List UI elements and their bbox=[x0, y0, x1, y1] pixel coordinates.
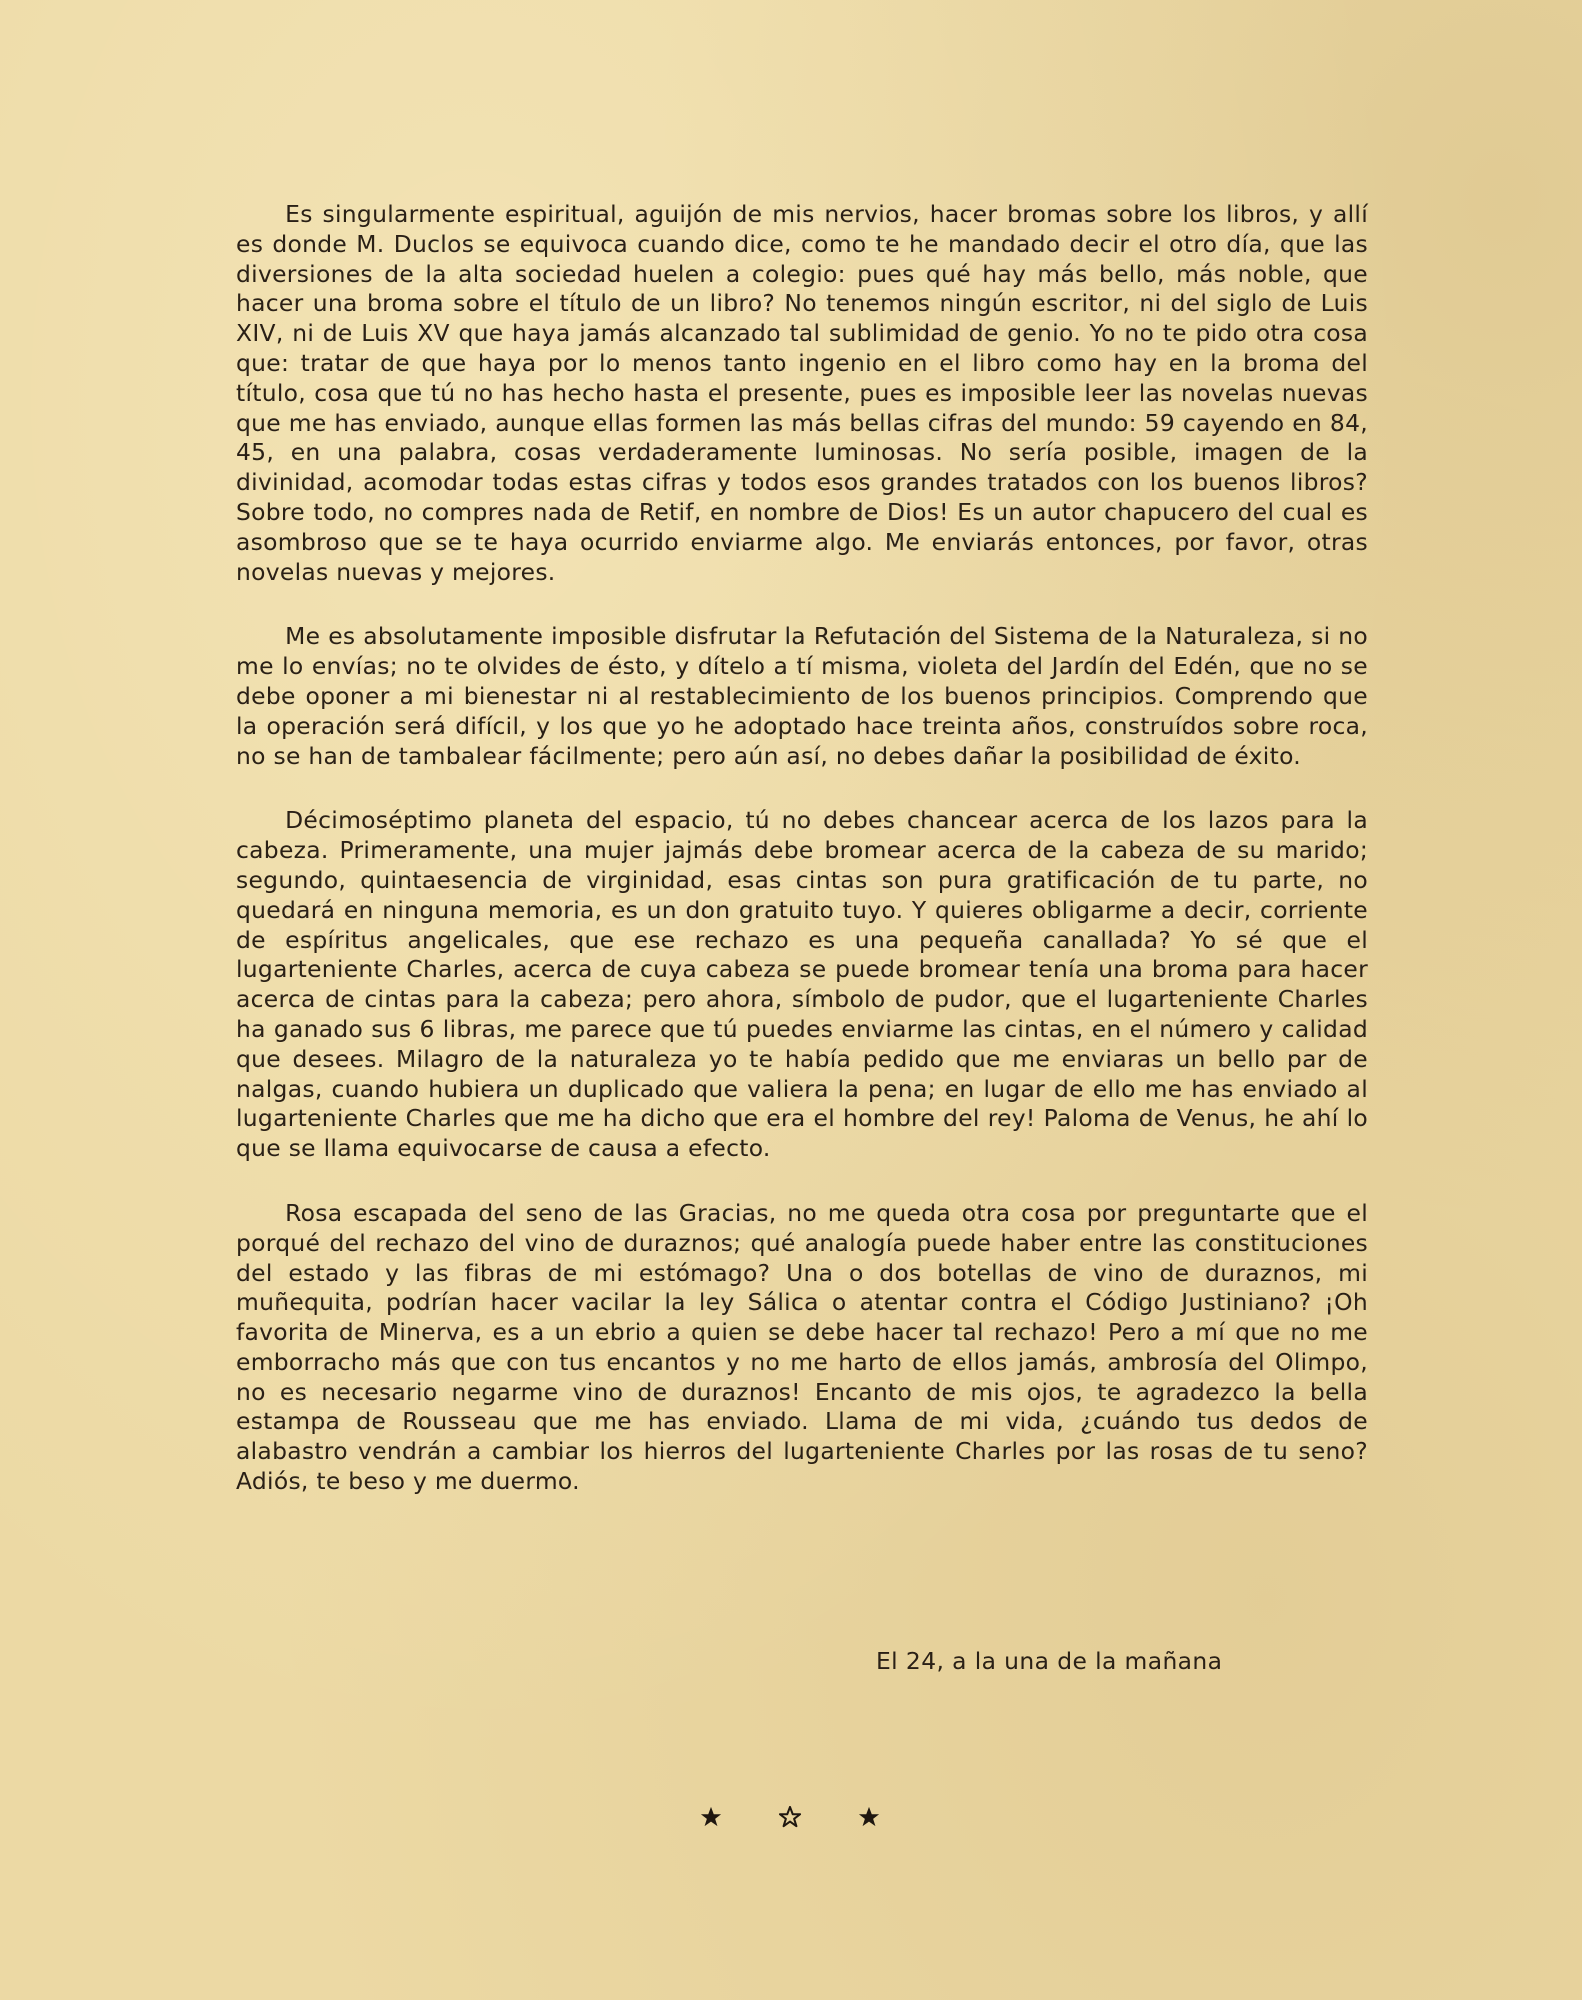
paragraph-3: Décimoséptimo planeta del espacio, tú no debes chancear acerca de los lazos para la cabeza. Primeramente, una mujer jajmás debe bromear acerca de la cabeza de su marido; segundo, quintaesencia de virginidad, esas cintas son pura gratificación de tu parte, no quedará en ninguna memoria, es un don gratuito tuyo. Y quieres obligarme a decir, corriente de espíritus angelicales, que ese rechazo es una pequeña canallada? Yo sé que el lugarteniente Charles, acerca de cuya cabeza se puede bromear tenía una broma para hacer acerca de cintas para la cabeza; pero ahora, símbolo de pudor, que el lugarteniente Charles ha ganado sus 6 libras, me parece que tú puedes enviarme las cintas, en el número y calidad que desees. Milagro de la naturaleza yo te había pedido que me enviaras un bello par de nalgas, cuando hubiera un duplicado que valiera la pena; en lugar de ello me has enviado al lugarteniente Charles que me ha dicho que era el hombre del rey! Paloma de Venus, he ahí lo que se llama equivocarse de causa a efecto. bbox=[236, 806, 1368, 1163]
dateline: El 24, a la una de la mañana bbox=[876, 1647, 1223, 1675]
star-outline-icon bbox=[779, 1806, 801, 1828]
letter-body bbox=[236, 200, 1368, 1532]
paragraph-2: Me es absolutamente imposible disfrutar la Refutación del Sistema de la Naturaleza, si no me lo envías; no te olvides de ésto, y dítelo a tí misma, violeta del Jardín del Edén, que no se debe oponer a mi bienestar ni al restablecimiento de los buenos principios. Comprendo que la operación será difícil, y los que yo he adoptado hace treinta años, construídos sobre roca, no se han de tambalear fácilmente; pero aún así, no debes dañar la posibilidad de éxito. bbox=[236, 622, 1368, 770]
star-filled-icon bbox=[858, 1806, 880, 1828]
star-filled-icon bbox=[700, 1806, 722, 1828]
paragraph-1: Es singularmente espiritual, aguijón de mis nervios, hacer bromas sobre los libros, y allí es donde M. Duclos se equivoca cuando dice, como te he mandado decir el otro día, que las diversiones de la alta sociedad huelen a colegio: pues qué hay más bello, más noble, que hacer una broma sobre el título de un libro? No tenemos ningún escritor, ni del siglo de Luis XIV, ni de Luis XV que haya jamás alcanzado tal sublimidad de genio. Yo no te pido otra cosa que: tratar de que haya por lo menos tanto ingenio en el libro como hay en la broma del título, cosa que tú no has hecho hasta el presente, pues es imposible leer las novelas nuevas que me has enviado, aunque ellas formen las más bellas cifras del mundo: 59 cayendo en 84, 45, en una palabra, cosas verdaderamente luminosas. No sería posible, imagen de la divinidad, acomodar todas estas cifras y todos esos grandes tratados con los buenos libros? Sobre todo, no compres nada de Retif, en nombre de Dios! Es un autor chapucero del cual es asombroso que se te haya ocurrido enviarme algo. Me enviarás entonces, por favor, otras novelas nuevas y mejores. bbox=[236, 200, 1368, 586]
ornament-divider bbox=[700, 1806, 880, 1828]
paragraph-4: Rosa escapada del seno de las Gracias, no me queda otra cosa por preguntarte que el porqué del rechazo del vino de duraznos; qué analogía puede haber entre las constituciones del estado y las fibras de mi estómago? Una o dos botellas de vino de duraznos, mi muñequita, podrían hacer vacilar la ley Sálica o atentar contra el Código Justiniano? ¡Oh favorita de Minerva, es a un ebrio a quien se debe hacer tal rechazo! Pero a mí que no me emborracho más que con tus encantos y no me harto de ellos jamás, ambrosía del Olimpo, no es necesario negarme vino de duraznos! Encanto de mis ojos, te agradezco la bella estampa de Rousseau que me has enviado. Llama de mi vida, ¿cuándo tus dedos de alabastro vendrán a cambiar los hierros del lugarteniente Charles por las rosas de tu seno? Adiós, te beso y me duermo. bbox=[236, 1198, 1368, 1496]
